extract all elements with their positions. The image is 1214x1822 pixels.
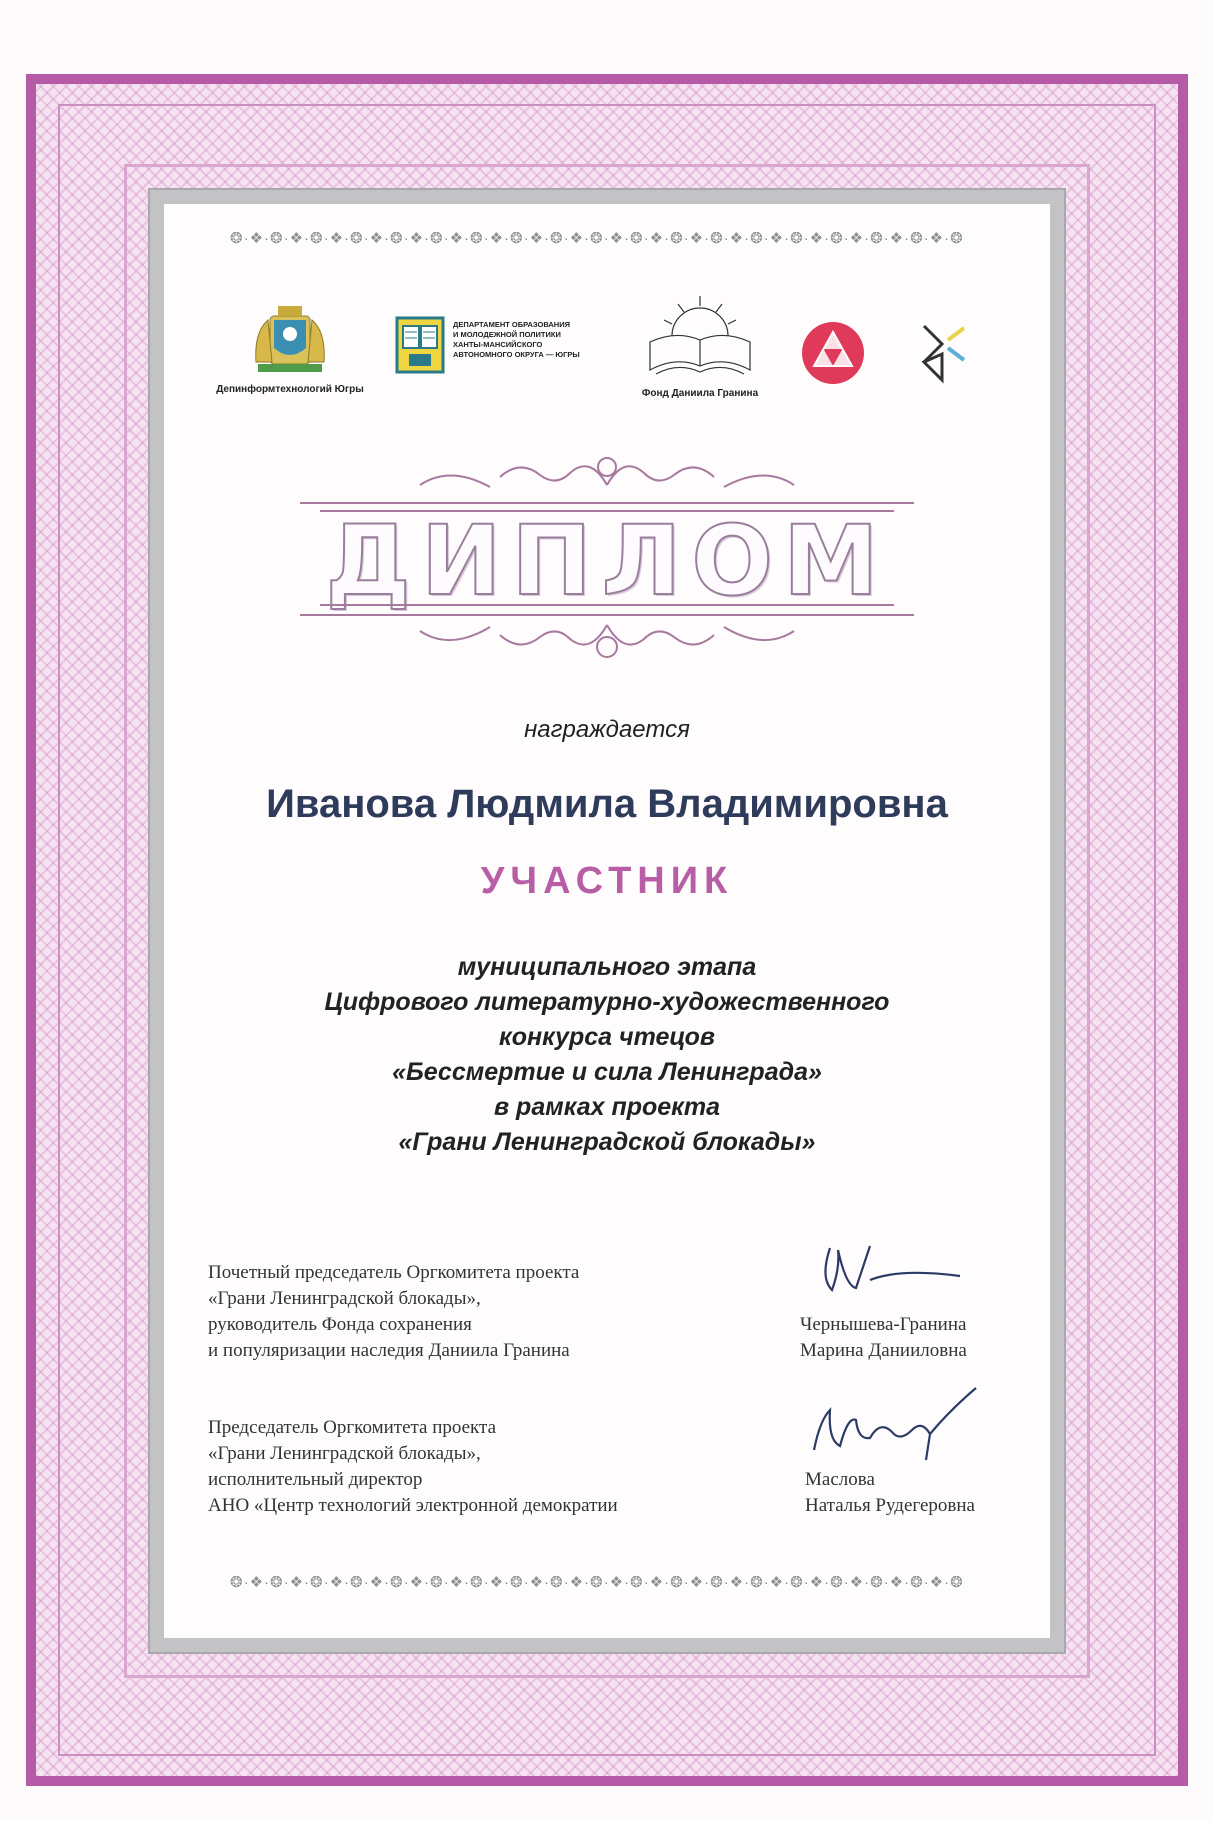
awarded-label: награждается [524, 716, 690, 743]
signature-1-icon [810, 1228, 970, 1308]
department-caption: ДЕПАРТАМЕНТ ОБРАЗОВАНИЯ И МОЛОДЕЖНОЙ ПОЛИТИКИ ХАНТЫ-МАНСИЙСКОГО АВТОНОМНОГО ОКРУГА — ЮГРЫ [453, 320, 580, 359]
signatory-1-position: Почетный председатель Оргкомитета проекта «Грани Ленинградской блокады», руководитель Фонда сохранения и популяризации наследия Даниила Гранина [208, 1262, 580, 1361]
title-ornament-bottom [300, 595, 914, 675]
triangle-circle-icon [800, 320, 866, 386]
coat-of-arms-icon [248, 302, 332, 378]
department-logo [395, 316, 610, 379]
description-line: «Бессмертие и сила Ленинграда» [392, 1058, 822, 1086]
participant-role: УЧАСТНИК [480, 860, 734, 902]
partner-logos [200, 290, 1000, 430]
depinform-caption: Депинформтехнологий Югры [216, 384, 364, 395]
open-book-icon [395, 316, 445, 374]
description-line: конкурса чтецов [499, 1023, 715, 1051]
signatory-1-name: Чернышева-Гранина Марина Данииловна [800, 1314, 967, 1361]
fund-caption: Фонд Даниила Гранина [641, 388, 759, 399]
signatory-2-position: Председатель Оргкомитета проекта «Грани Ленинградской блокады», исполнительный директор АНО «Центр технологий электронной демократии [208, 1417, 618, 1516]
description-line: «Грани Ленинградской блокады» [398, 1128, 816, 1156]
depinform-logo [200, 302, 380, 396]
signatory-2-name: Маслова Наталья Рудегеровна [805, 1469, 975, 1516]
description-line: муниципального этапа [457, 953, 757, 981]
top-chain-ornament: ❂·❖·❂·❖·❂·❖·❂·❖·❂·❖·❂·❖·❂·❖·❂·❖·❂·❖·❂·❖·❂·❖·❂·❖·❂·❖·❂·❖·❂·❖·❂·❖·❂·❖·❂·❖·❂ [230, 230, 964, 247]
description-line: Цифрового литературно-художественного [324, 988, 890, 1016]
arrow-mark-logo [918, 320, 978, 389]
granin-fund-logo [640, 290, 760, 400]
recipient-name: Иванова Людмила Владимировна [266, 782, 948, 826]
bottom-chain-ornament: ❂·❖·❂·❖·❂·❖·❂·❖·❂·❖·❂·❖·❂·❖·❂·❖·❂·❖·❂·❖·❂·❖·❂·❖·❂·❖·❂·❖·❂·❖·❂·❖·❂·❖·❂·❖·❂ [230, 1574, 964, 1591]
signature-2-icon [800, 1380, 990, 1470]
diploma-title: ДИПЛОМ [325, 505, 889, 617]
angular-mark-icon [918, 320, 970, 384]
book-sunrise-icon [642, 290, 758, 382]
contest-description [0, 950, 1214, 1160]
red-triangle-logo [800, 320, 870, 391]
description-line: в рамках проекта [494, 1093, 720, 1121]
